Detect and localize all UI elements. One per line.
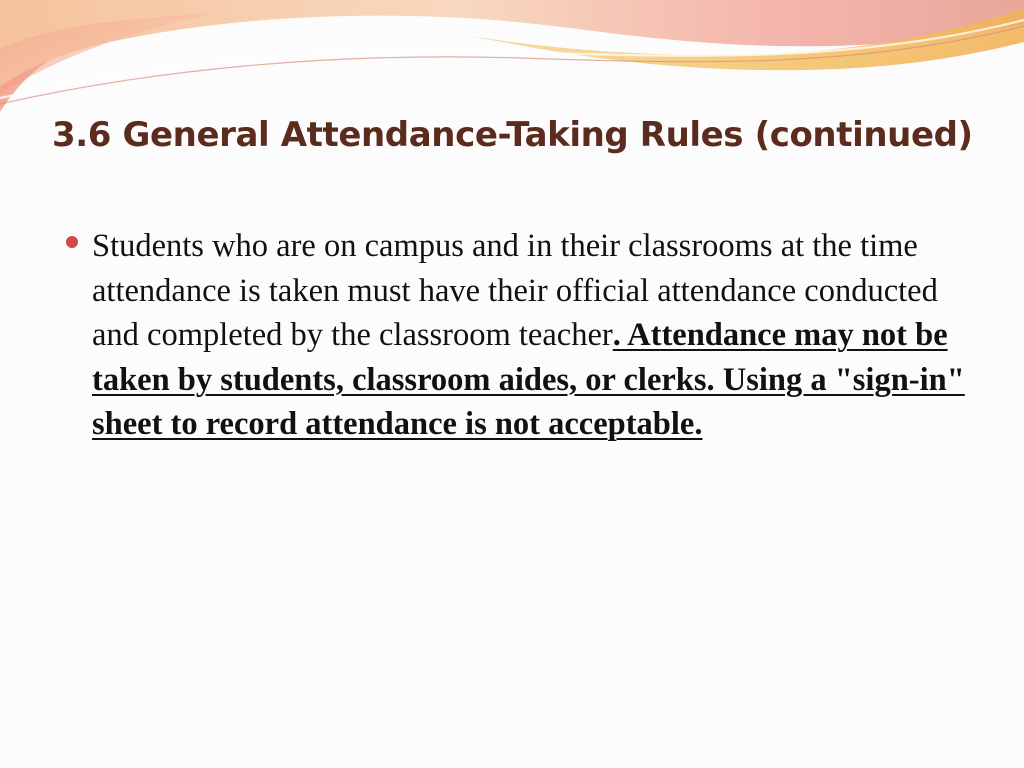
slide-content xyxy=(64,224,974,447)
bullet-dot-icon xyxy=(66,236,78,248)
bullet-emphasis-text: . Attendance may not be taken by students, classroom aides, or clerks. Using a "sign-in" sheet to record attendance is not acceptable. xyxy=(92,317,965,442)
slide-title: 3.6 General Attendance-Taking Rules (continued) xyxy=(52,115,973,155)
decorative-header-wave xyxy=(0,0,1024,120)
bullet-list-item xyxy=(64,224,974,447)
bullet-text: Students who are on campus and in their classrooms at the time attendance is taken must have their official attendance conducted and completed by the classroom teacher xyxy=(92,228,938,353)
